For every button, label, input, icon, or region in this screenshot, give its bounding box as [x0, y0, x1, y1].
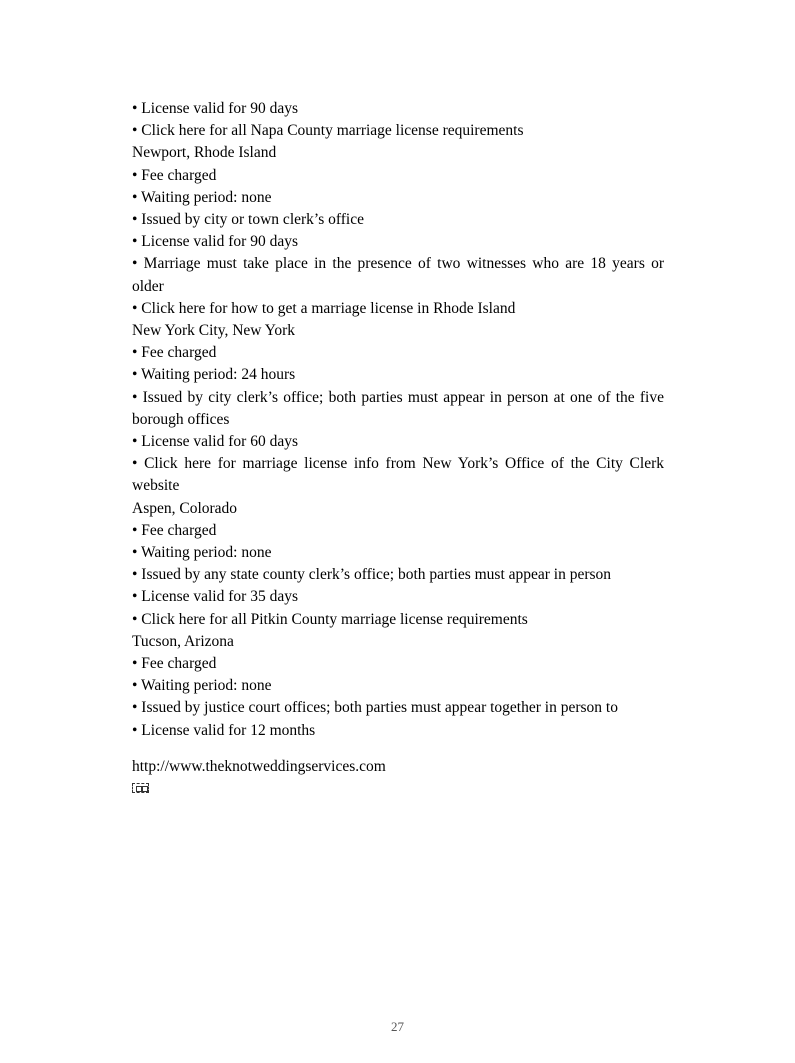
- list-item: • Fee charged: [132, 655, 217, 673]
- list-item: • Fee charged: [132, 344, 217, 362]
- location-heading: Tucson, Arizona: [132, 632, 234, 650]
- page-number: 27: [391, 1019, 404, 1034]
- list-item: • Waiting period: none: [132, 677, 272, 695]
- list-item: • Issued by city clerk’s office; both parties must appear in person at one of the five borough offices: [132, 388, 664, 428]
- list-item: • Issued by justice court offices; both parties must appear together in person to: [132, 699, 618, 717]
- source-url[interactable]: http://www.theknotweddingservices.com: [132, 757, 386, 775]
- anchor-icon: [132, 783, 149, 793]
- list-item: • Waiting period: none: [132, 544, 272, 562]
- list-item: • Issued by city or town clerk’s office: [132, 211, 364, 229]
- list-item: • License valid for 35 days: [132, 588, 298, 606]
- list-item: • Fee charged: [132, 166, 217, 184]
- location-heading: Aspen, Colorado: [132, 499, 238, 517]
- list-item: • License valid for 60 days: [132, 433, 298, 451]
- list-item-link[interactable]: • Click here for all Napa County marriage license requirements: [132, 122, 524, 140]
- list-item: • Waiting period: 24 hours: [132, 366, 296, 384]
- list-item: • Fee charged: [132, 521, 217, 539]
- list-item: • Waiting period: none: [132, 188, 272, 206]
- list-item: • Marriage must take place in the presence of two witnesses who are 18 years or older: [132, 255, 664, 295]
- anchor-icon: [132, 778, 664, 800]
- list-item: • License valid for 12 months: [132, 721, 316, 739]
- list-item: • License valid for 90 days: [132, 100, 298, 117]
- list-item-link[interactable]: • Click here for all Pitkin County marriage license requirements: [132, 610, 528, 628]
- location-heading: New York City, New York: [132, 322, 296, 340]
- list-item: • License valid for 90 days: [132, 233, 298, 251]
- list-item-link[interactable]: • Click here for marriage license info from New York’s Office of the City Clerk website: [132, 455, 664, 495]
- list-item-link[interactable]: • Click here for how to get a marriage license in Rhode Island: [132, 299, 516, 317]
- list-item: • Issued by any state county clerk’s office; both parties must appear in person: [132, 566, 612, 584]
- page-body: [132, 98, 664, 800]
- location-heading: Newport, Rhode Island: [132, 144, 277, 162]
